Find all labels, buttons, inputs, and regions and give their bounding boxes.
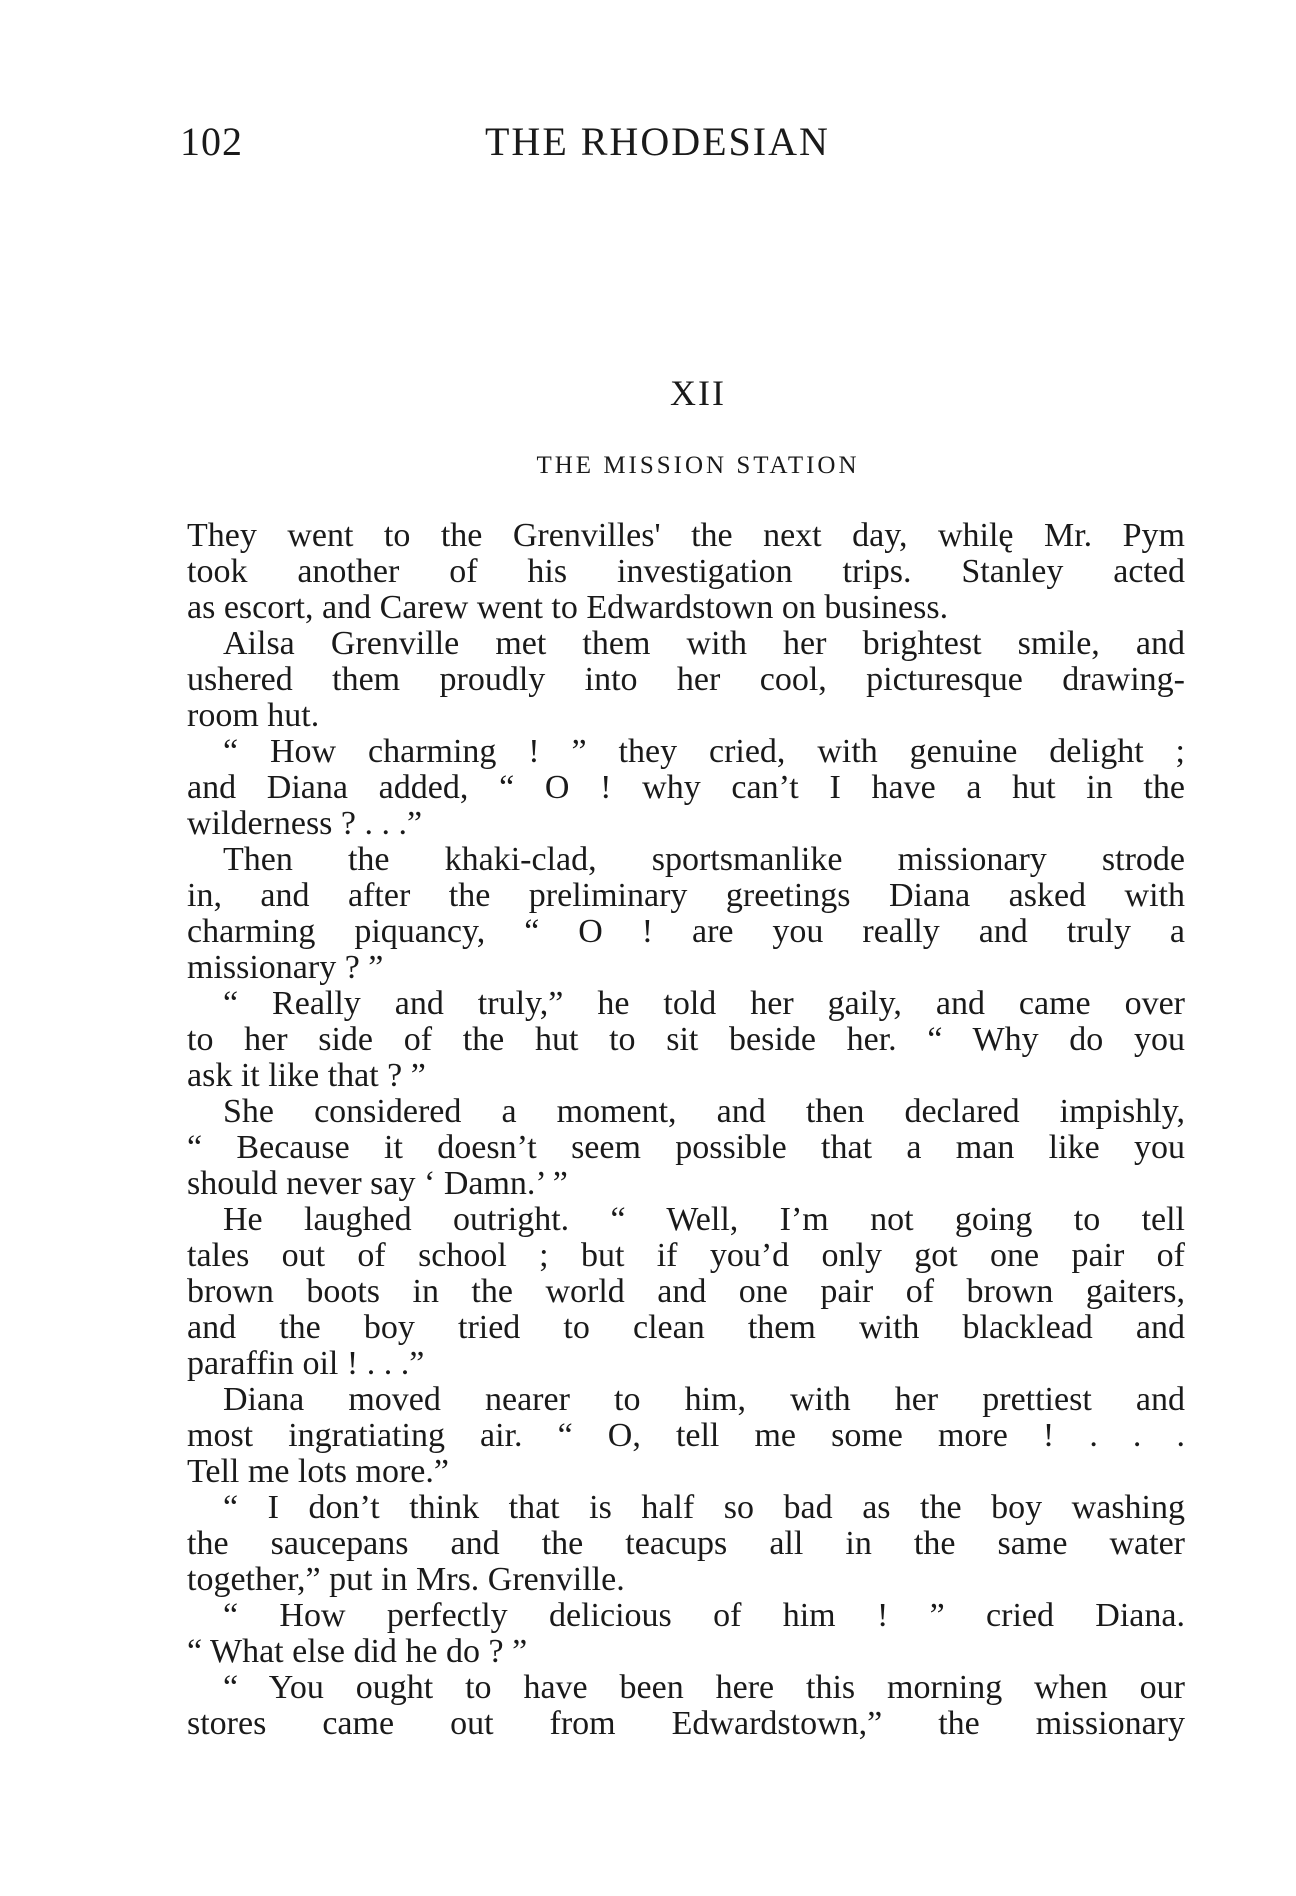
text-line: tales out of school ; but if you’d only got one pair of [187, 1237, 1185, 1274]
text-line: took another of his investigation trips. Stanley acted [187, 553, 1185, 590]
text-line: and the boy tried to clean them with blacklead and [187, 1309, 1185, 1346]
chapter-title: THE MISSION STATION [536, 452, 860, 479]
text-line: as escort, and Carew went to Edwardstown on business. [187, 589, 949, 626]
text-line: ask it like that ? ” [187, 1057, 426, 1094]
page-number: 102 [180, 119, 243, 164]
text-line: to her side of the hut to sit beside her. “ Why do you [187, 1021, 1185, 1058]
text-line: “ What else did he do ? ” [187, 1633, 528, 1670]
text-line: She considered a moment, and then declared impishly, [223, 1093, 1185, 1130]
text-line: He laughed outright. “ Well, I’m not going to tell [223, 1201, 1185, 1238]
text-line: “ I don’t think that is half so bad as the boy washing [223, 1489, 1185, 1526]
text-line: Ailsa Grenville met them with her brightest smile, and [223, 625, 1185, 662]
text-line: “ How charming ! ” they cried, with genuine delight ; [223, 733, 1185, 770]
text-line: charming piquancy, “ O ! are you really and truly a [187, 913, 1185, 950]
text-line: ushered them proudly into her cool, picturesque drawing- [187, 661, 1185, 698]
text-line: most ingratiating air. “ O, tell me some more ! . . . [187, 1417, 1185, 1454]
text-line: brown boots in the world and one pair of brown gaiters, [187, 1273, 1185, 1310]
text-line: They went to the Grenvilles' the next day, whilę Mr. Pym [187, 517, 1185, 554]
text-line: and Diana added, “ O ! why can’t I have a hut in the [187, 769, 1185, 806]
text-line: Tell me lots more.” [187, 1453, 449, 1490]
text-line: together,” put in Mrs. Grenville. [187, 1561, 625, 1598]
text-line: missionary ? ” [187, 949, 384, 986]
text-line: the saucepans and the teacups all in the same water [187, 1525, 1185, 1562]
running-title: THE RHODESIAN [485, 119, 830, 164]
text-line: room hut. [187, 697, 320, 734]
text-line: stores came out from Edwardstown,” the missionary [187, 1705, 1185, 1742]
chapter-body-text [187, 518, 1185, 1742]
text-line: “ How perfectly delicious of him ! ” cried Diana. [223, 1597, 1185, 1634]
text-line: “ You ought to have been here this morning when our [223, 1669, 1185, 1706]
text-line: “ Because it doesn’t seem possible that a man like you [187, 1129, 1185, 1166]
text-line: wilderness ? . . .” [187, 805, 423, 842]
text-line: “ Really and truly,” he told her gaily, and came over [223, 985, 1185, 1022]
text-line: in, and after the preliminary greetings Diana asked with [187, 877, 1185, 914]
chapter-number: XII [670, 373, 726, 413]
text-line: Diana moved nearer to him, with her prettiest and [223, 1381, 1185, 1418]
text-line: should never say ‘ Damn.’ ” [187, 1165, 568, 1202]
text-line: Then the khaki-clad, sportsmanlike missionary strode [223, 841, 1185, 878]
running-head [180, 118, 900, 168]
text-line: paraffin oil ! . . .” [187, 1345, 425, 1382]
